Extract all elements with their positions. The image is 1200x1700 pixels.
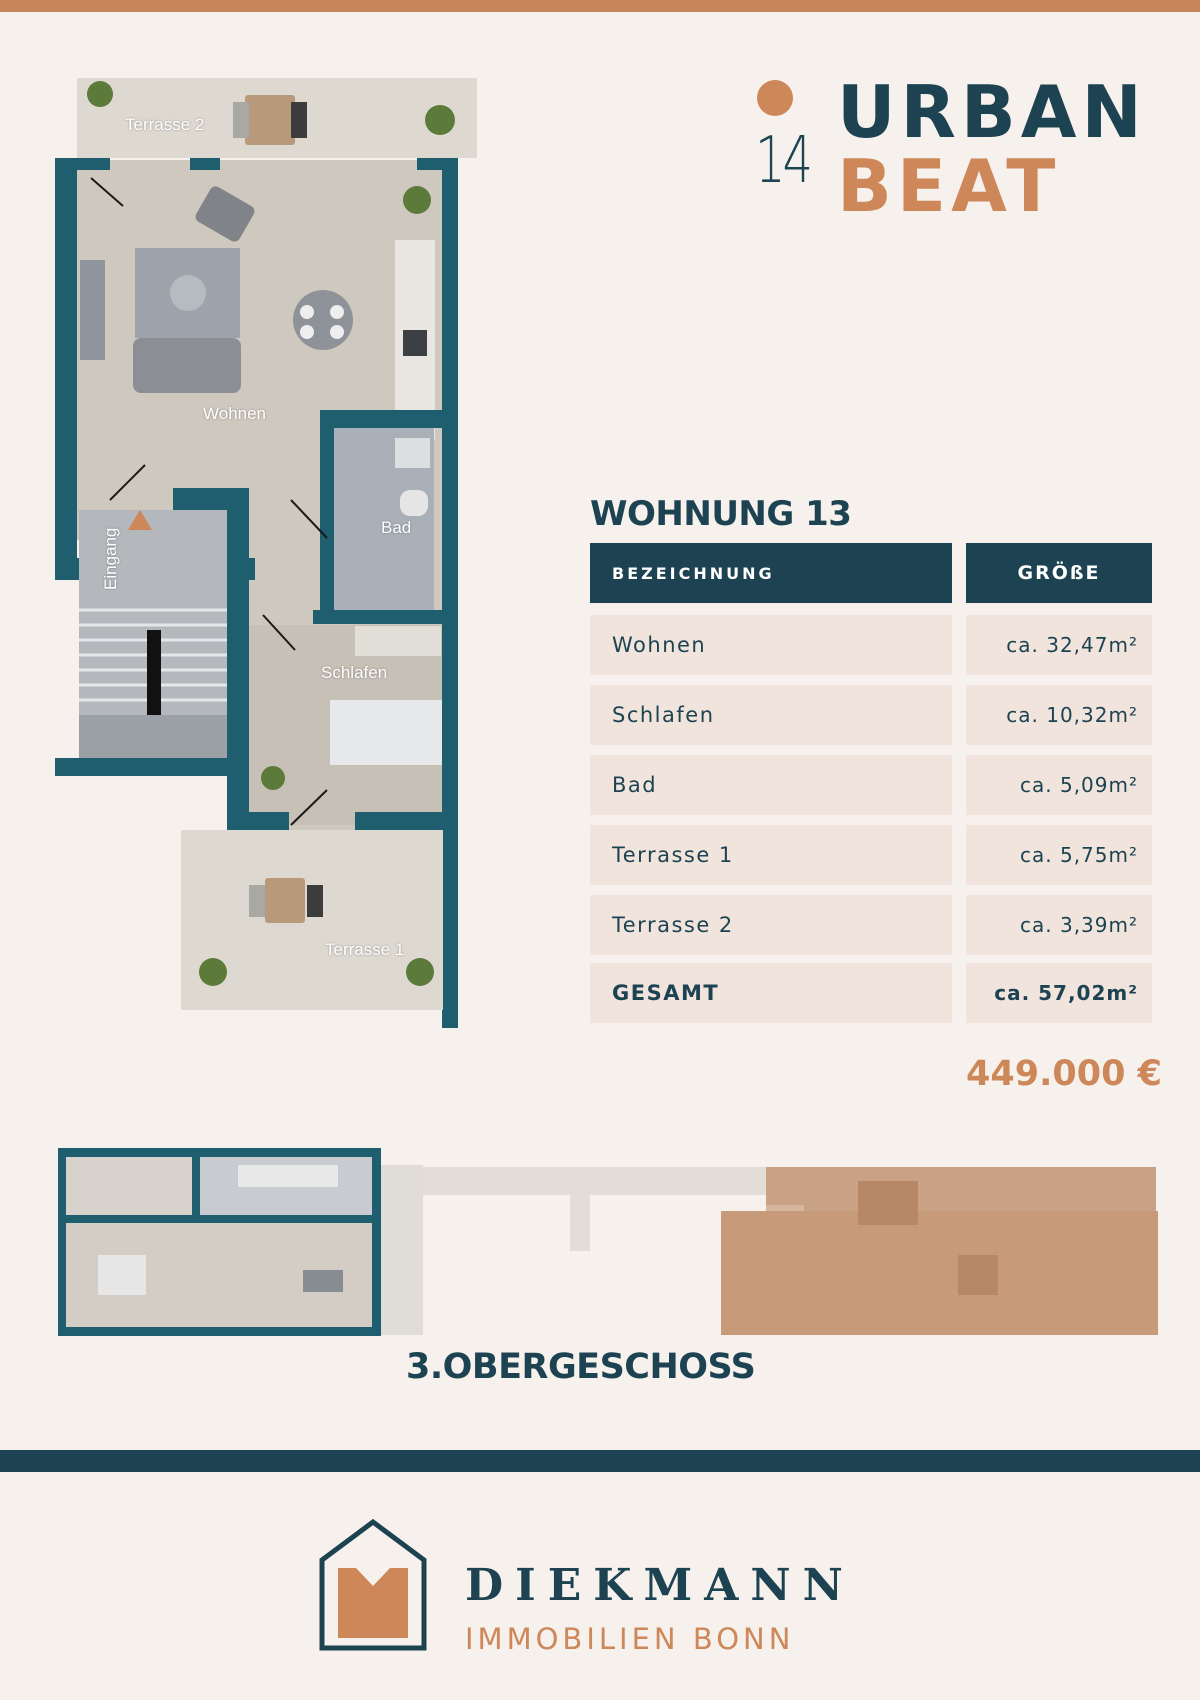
brand-name: DIEKMANN <box>465 1560 855 1611</box>
header-size: GRÖßE <box>966 543 1152 603</box>
label-wohnen: Wohnen <box>203 404 267 423</box>
logo-number: 14 <box>755 124 811 198</box>
row-name: Terrasse 1 <box>590 825 952 885</box>
price: 449.000 € <box>966 1054 1162 1094</box>
row-name: Wohnen <box>590 615 952 675</box>
building-overview-drawing <box>58 1145 1158 1345</box>
row-size: ca. 5,09m² <box>966 755 1152 815</box>
row-name: Bad <box>590 755 952 815</box>
floor-plan-drawing <box>55 70 495 1030</box>
logo-word-urban: URBAN <box>837 70 1147 154</box>
table-row <box>590 685 1152 745</box>
brand-subtitle: IMMOBILIEN BONN <box>465 1622 795 1656</box>
row-name: Schlafen <box>590 685 952 745</box>
urban-beat-logo <box>755 70 1175 228</box>
logo-word-beat: BEAT <box>837 144 1061 228</box>
label-eingang: Eingang <box>101 527 120 590</box>
footer-divider <box>0 1450 1200 1472</box>
row-name: Terrasse 2 <box>590 895 952 955</box>
total-row <box>590 963 1152 1023</box>
header-name: BEZEICHNUNG <box>590 543 952 603</box>
building-overview <box>58 1145 1158 1345</box>
row-size: ca. 3,39m² <box>966 895 1152 955</box>
total-size: ca. 57,02m² <box>966 963 1152 1023</box>
row-size: ca. 5,75m² <box>966 825 1152 885</box>
table-row <box>590 825 1152 885</box>
label-terrasse-1: Terrasse 1 <box>325 940 405 959</box>
table-row <box>590 895 1152 955</box>
label-schlafen: Schlafen <box>321 663 388 682</box>
label-terrasse-2: Terrasse 2 <box>125 115 205 134</box>
floor-plan <box>55 70 495 1030</box>
top-accent-bar <box>0 0 1200 12</box>
floor-label: 3.OBERGESCHOSS <box>406 1347 756 1387</box>
row-size: ca. 10,32m² <box>966 685 1152 745</box>
total-name: GESAMT <box>590 963 952 1023</box>
label-bad: Bad <box>381 518 412 537</box>
apartment-title: WOHNUNG 13 <box>590 494 852 534</box>
diekmann-house-icon <box>318 1518 428 1652</box>
row-size: ca. 32,47m² <box>966 615 1152 675</box>
table-row <box>590 755 1152 815</box>
table-row <box>590 615 1152 675</box>
logo-dot <box>757 80 793 116</box>
